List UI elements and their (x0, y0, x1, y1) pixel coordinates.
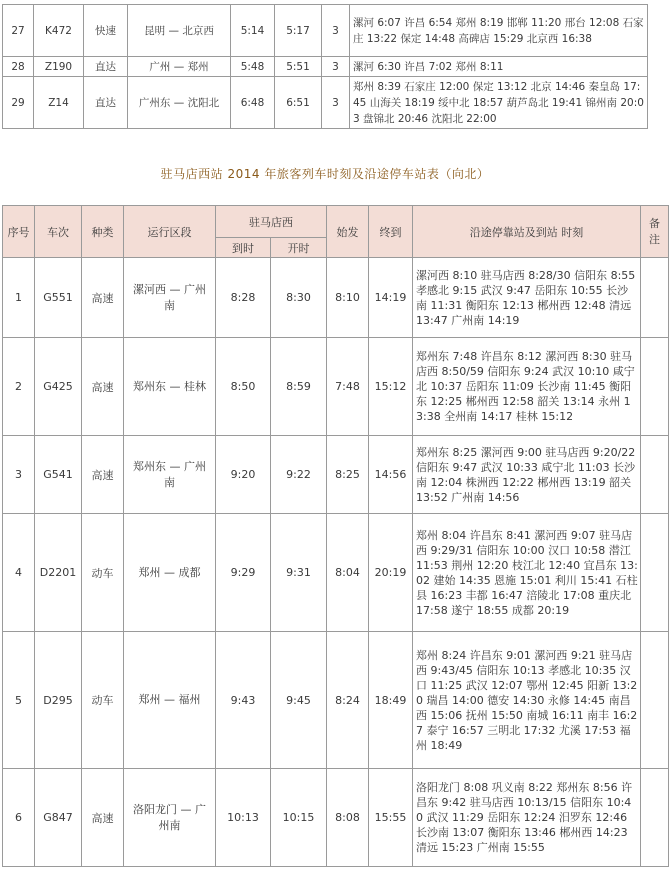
train-number: G551 (35, 258, 82, 338)
route-section: 郑州东 — 桂林 (124, 338, 216, 436)
depart-time: 8:30 (271, 258, 327, 338)
depart-time: 9:22 (271, 436, 327, 514)
origin-time: 8:25 (327, 436, 369, 514)
stops-list: 郑州 8:39 石家庄 12:00 保定 13:12 北京 14:46 秦皇岛 17:45 山海关 18:19 绥中北 18:57 葫芦岛北 19:41 锦州南 20:03 盘锦北 20:46 沈阳北 22:00 (350, 77, 648, 129)
terminal-time: 18:49 (369, 632, 413, 769)
origin-time: 8:10 (327, 258, 369, 338)
arrive-time: 5:48 (231, 57, 275, 77)
route-section: 昆明 — 北京西 (128, 5, 231, 57)
depart-time: 5:17 (275, 5, 322, 57)
route-section: 郑州 — 福州 (124, 632, 216, 769)
stops-list: 郑州东 8:25 漯河西 9:00 驻马店西 9:20/22 信阳东 9:47 武汉 10:33 咸宁北 11:03 长沙南 12:04 株洲西 12:22 郴州西 13:19 韶关 13:52 广州南 14:56 (413, 436, 641, 514)
train-number: K472 (34, 5, 84, 57)
arrive-time: 8:28 (216, 258, 271, 338)
terminal-time: 14:56 (369, 436, 413, 514)
arrive-time: 6:48 (231, 77, 275, 129)
train-number: G847 (35, 769, 82, 867)
header-origin: 始发 (327, 206, 369, 258)
route-section: 广州 — 郑州 (128, 57, 231, 77)
train-type: 高速 (82, 338, 124, 436)
platform-col: 3 (322, 57, 350, 77)
terminal-time: 15:55 (369, 769, 413, 867)
schedule-table-body (3, 258, 669, 867)
route-section: 洛阳龙门 — 广州南 (124, 769, 216, 867)
train-number: D2201 (35, 514, 82, 632)
stops-list: 漯河 6:30 许昌 7:02 郑州 8:11 (350, 57, 648, 77)
table-row (3, 436, 669, 514)
origin-time: 8:04 (327, 514, 369, 632)
terminal-time: 14:19 (369, 258, 413, 338)
row-number: 1 (3, 258, 35, 338)
header-no: 序号 (3, 206, 35, 258)
route-section: 郑州东 — 广州南 (124, 436, 216, 514)
origin-time: 8:24 (327, 632, 369, 769)
header-station: 驻马店西 (216, 206, 327, 238)
row-number: 4 (3, 514, 35, 632)
schedule-table (2, 205, 669, 867)
depart-time: 9:45 (271, 632, 327, 769)
remark-cell (641, 769, 669, 867)
stops-list: 郑州 8:24 许昌东 9:01 漯河西 9:21 驻马店西 9:43/45 信阳东 10:13 孝感北 10:35 汉口 11:25 武汉 12:07 鄂州 12:45 阳新 13:20 瑞昌 14:00 德安 14:30 永修 14:45 南昌西 15:06 抚州 15:50 南城 16:11 南丰 16:27 泰宁 16:57 三明北 17:32 尤溪 17:53 福州 18:49 (413, 632, 641, 769)
train-type: 直达 (84, 57, 128, 77)
platform-col: 3 (322, 77, 350, 129)
depart-time: 8:59 (271, 338, 327, 436)
table-row (3, 5, 648, 57)
train-number: G541 (35, 436, 82, 514)
remark-cell (641, 338, 669, 436)
table-row (3, 769, 669, 867)
route-section: 郑州 — 成都 (124, 514, 216, 632)
origin-time: 7:48 (327, 338, 369, 436)
header-type: 种类 (82, 206, 124, 258)
depart-time: 9:31 (271, 514, 327, 632)
train-type: 快速 (84, 5, 128, 57)
header-terminal: 终到 (369, 206, 413, 258)
row-number: 6 (3, 769, 35, 867)
remark-cell (641, 436, 669, 514)
row-number: 3 (3, 436, 35, 514)
depart-time: 10:15 (271, 769, 327, 867)
row-number: 28 (3, 57, 34, 77)
remark-cell (641, 514, 669, 632)
row-number: 2 (3, 338, 35, 436)
train-number: G425 (35, 338, 82, 436)
train-type: 高速 (82, 769, 124, 867)
terminal-time: 20:19 (369, 514, 413, 632)
table-row (3, 57, 648, 77)
table-row (3, 258, 669, 338)
arrive-time: 9:29 (216, 514, 271, 632)
row-number: 5 (3, 632, 35, 769)
arrive-time: 10:13 (216, 769, 271, 867)
table-row (3, 338, 669, 436)
stops-list: 漯河西 8:10 驻马店西 8:28/30 信阳东 8:55 孝感北 9:15 武汉 9:47 岳阳东 10:55 长沙南 11:31 衡阳东 12:13 郴州西 12:48 清远 13:47 广州南 14:19 (413, 258, 641, 338)
arrive-time: 8:50 (216, 338, 271, 436)
train-number: Z190 (34, 57, 84, 77)
header-stops: 沿途停靠站及到站 时刻 (413, 206, 641, 258)
train-number: Z14 (34, 77, 84, 129)
header-remark: 备注 (641, 206, 669, 258)
table-row (3, 514, 669, 632)
arrive-time: 9:20 (216, 436, 271, 514)
train-type: 直达 (84, 77, 128, 129)
stops-list: 郑州东 7:48 许昌东 8:12 漯河西 8:30 驻马店西 8:50/59 信阳东 9:24 武汉 10:10 咸宁北 10:37 岳阳东 11:09 长沙南 11:45 衡阳东 12:25 郴州西 12:58 韶关 13:14 永州 13:38 全州南 14:17 桂林 15:12 (413, 338, 641, 436)
row-number: 29 (3, 77, 34, 129)
origin-time: 8:08 (327, 769, 369, 867)
table-row (3, 77, 648, 129)
table-row (3, 632, 669, 769)
arrive-time: 9:43 (216, 632, 271, 769)
header-depart: 开时 (271, 238, 327, 258)
train-type: 高速 (82, 258, 124, 338)
header-route: 运行区段 (124, 206, 216, 258)
route-section: 漯河西 — 广州南 (124, 258, 216, 338)
train-type: 动车 (82, 514, 124, 632)
terminal-time: 15:12 (369, 338, 413, 436)
stops-list: 洛阳龙门 8:08 巩义南 8:22 郑州东 8:56 许昌东 9:42 驻马店西 10:13/15 信阳东 10:40 武汉 11:29 岳阳东 12:24 汨罗东 12:46 长沙南 13:07 衡阳东 13:46 郴州西 14:23 清远 15:23 广州南 15:55 (413, 769, 641, 867)
top-table-body (3, 5, 648, 129)
header-train: 车次 (35, 206, 82, 258)
depart-time: 5:51 (275, 57, 322, 77)
arrive-time: 5:14 (231, 5, 275, 57)
train-number: D295 (35, 632, 82, 769)
remark-cell (641, 632, 669, 769)
stops-list: 漯河 6:07 许昌 6:54 郑州 8:19 邯郸 11:20 邢台 12:08 石家庄 13:22 保定 14:48 高碑店 15:29 北京西 16:38 (350, 5, 648, 57)
row-number: 27 (3, 5, 34, 57)
train-type: 高速 (82, 436, 124, 514)
route-section: 广州东 — 沈阳北 (128, 77, 231, 129)
remark-cell (641, 258, 669, 338)
depart-time: 6:51 (275, 77, 322, 129)
platform-col: 3 (322, 5, 350, 57)
train-type: 动车 (82, 632, 124, 769)
stops-list: 郑州 8:04 许昌东 8:41 漯河西 9:07 驻马店西 9:29/31 信阳东 10:00 汉口 10:58 潜江 11:53 荆州 12:20 枝江北 12:40 宜昌东 13:02 建始 14:35 恩施 15:01 利川 15:41 石柱县 16:23 丰都 16:47 涪陵北 17:08 重庆北 17:58 遂宁 18:55 成都 20:19 (413, 514, 641, 632)
top-schedule-table (2, 4, 648, 129)
section-title: 驻马店西站 2014 年旅客列车时刻及沿途停车站表（向北） (160, 167, 490, 181)
header-arrive: 到时 (216, 238, 271, 258)
